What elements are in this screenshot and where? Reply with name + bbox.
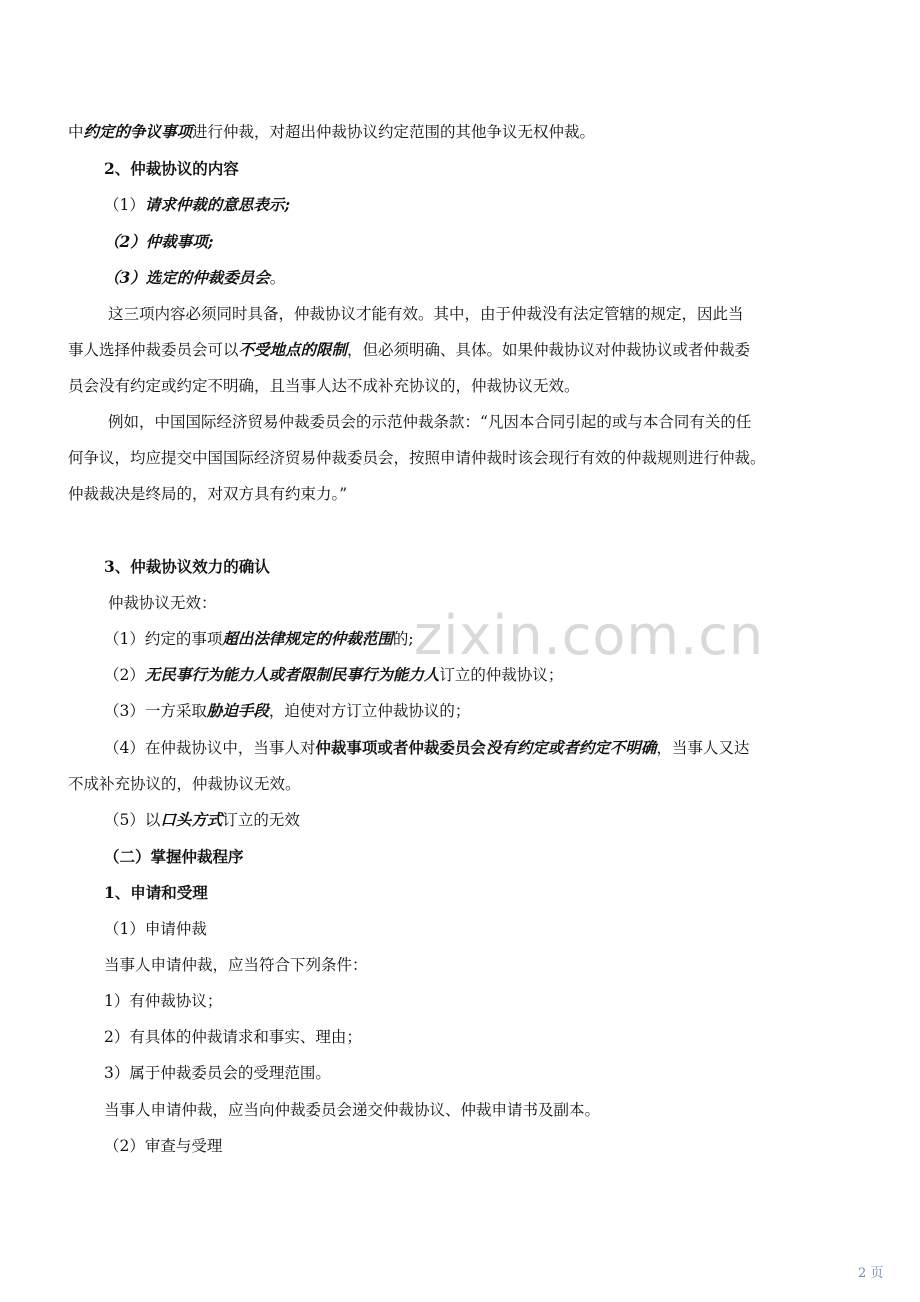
text: 订立的无效 [222,811,300,829]
list-item-content-2: （2）仲裁事项; [104,232,214,251]
text: （2） [104,666,145,684]
text: （5）以 [104,811,161,829]
subheading-review: （2）审查与受理 [104,1137,223,1155]
watermark: zixin.com.cn [414,604,765,667]
emphasis-text: 不受地点的限制 [238,340,348,359]
paragraph-line: 员会没有约定或约定不明确，且当事人达不成补充协议的，仲裁协议无效。 [68,377,580,395]
emphasis-text: 无民事行为能力人或者限制民事行为能力人 [144,665,440,684]
text: ，当事人又达 [656,739,750,757]
paragraph-arbitration-scope [68,121,828,143]
invalid-intro: 仲裁协议无效： [108,594,217,612]
paragraph-line [68,339,828,361]
list-item-invalid-5 [104,809,864,831]
heading-procedure: （二）掌握仲裁程序 [104,847,244,866]
condition-1: 1）有仲裁协议； [104,992,223,1010]
text: （3）一方采取 [104,702,207,720]
list-item-content-1 [104,194,864,216]
list-item-invalid-3 [104,700,864,722]
conditions-intro: 当事人申请仲裁，应当符合下列条件： [104,956,368,974]
condition-3: 3）属于仲裁委员会的受理范围。 [104,1064,331,1082]
text: 事人选择仲裁委员会可以 [68,341,239,359]
paragraph-line: 不成补充协议的，仲裁协议无效。 [68,775,301,793]
emphasis-text: 胁迫手段 [206,701,269,720]
text: （4）在仲裁协议中，当事人对 [104,739,316,757]
submission-text: 当事人申请仲裁，应当向仲裁委员会递交仲裁协议、仲裁申请书及副本。 [104,1101,601,1119]
bold-text: 仲裁事项或者仲裁委员会 [315,738,486,757]
list-item-invalid-1 [104,628,864,650]
text: 的; [392,630,414,648]
emphasis-text: 约定的争议事项 [83,122,193,141]
text: ，但必须明确、具体。如果仲裁协议对仲裁协议或者仲裁委 [347,341,751,359]
heading-validity: 3、仲裁协议效力的确认 [104,557,270,576]
text: 。 [269,269,286,287]
text: ，迫使对方订立仲裁协议的； [268,702,471,720]
emphasis-text: 口头方式 [160,810,223,829]
list-item-invalid-2 [104,664,864,686]
paragraph-line: 例如，中国国际经济贸易仲裁委员会的示范仲裁条款：“凡因本合同引起的或与本合同有关的任 [108,413,752,431]
text: 订立的仲裁协议； [439,666,564,684]
subheading-apply: （1）申请仲裁 [104,920,207,938]
text: （1）约定的事项 [104,630,223,648]
text: （1） [104,196,145,214]
emphasis-text: （3）选定的仲裁委员会 [104,268,270,287]
heading-agreement-content: 2、仲裁协议的内容 [104,159,239,178]
list-item-content-3 [104,267,864,289]
page-number: 2 页 [858,1266,884,1281]
emphasis-text: 超出法律规定的仲裁范围 [222,629,393,648]
list-item-invalid-4 [104,737,864,759]
paragraph-line: 何争议，均应提交中国国际经济贸易仲裁委员会，按照申请仲裁时该会现行有效的仲裁规则进行仲裁。 [68,449,766,467]
emphasis-text: 没有约定或者约定不明确 [485,738,657,757]
text: 进行仲裁，对超出仲裁协议约定范围的其他争议无权仲裁。 [192,123,596,141]
paragraph-line: 这三项内容必须同时具备，仲裁协议才能有效。其中，由于仲裁没有法定管辖的规定，因此当 [108,305,744,323]
text: 中 [68,123,84,141]
emphasis-text: 请求仲裁的意思表示; [144,195,291,214]
paragraph-line: 仲裁裁决是终局的，对双方具有约束力。” [68,485,348,503]
condition-2: 2）有具体的仲裁请求和事实、理由； [104,1028,362,1046]
heading-application: 1、申请和受理 [104,883,208,902]
